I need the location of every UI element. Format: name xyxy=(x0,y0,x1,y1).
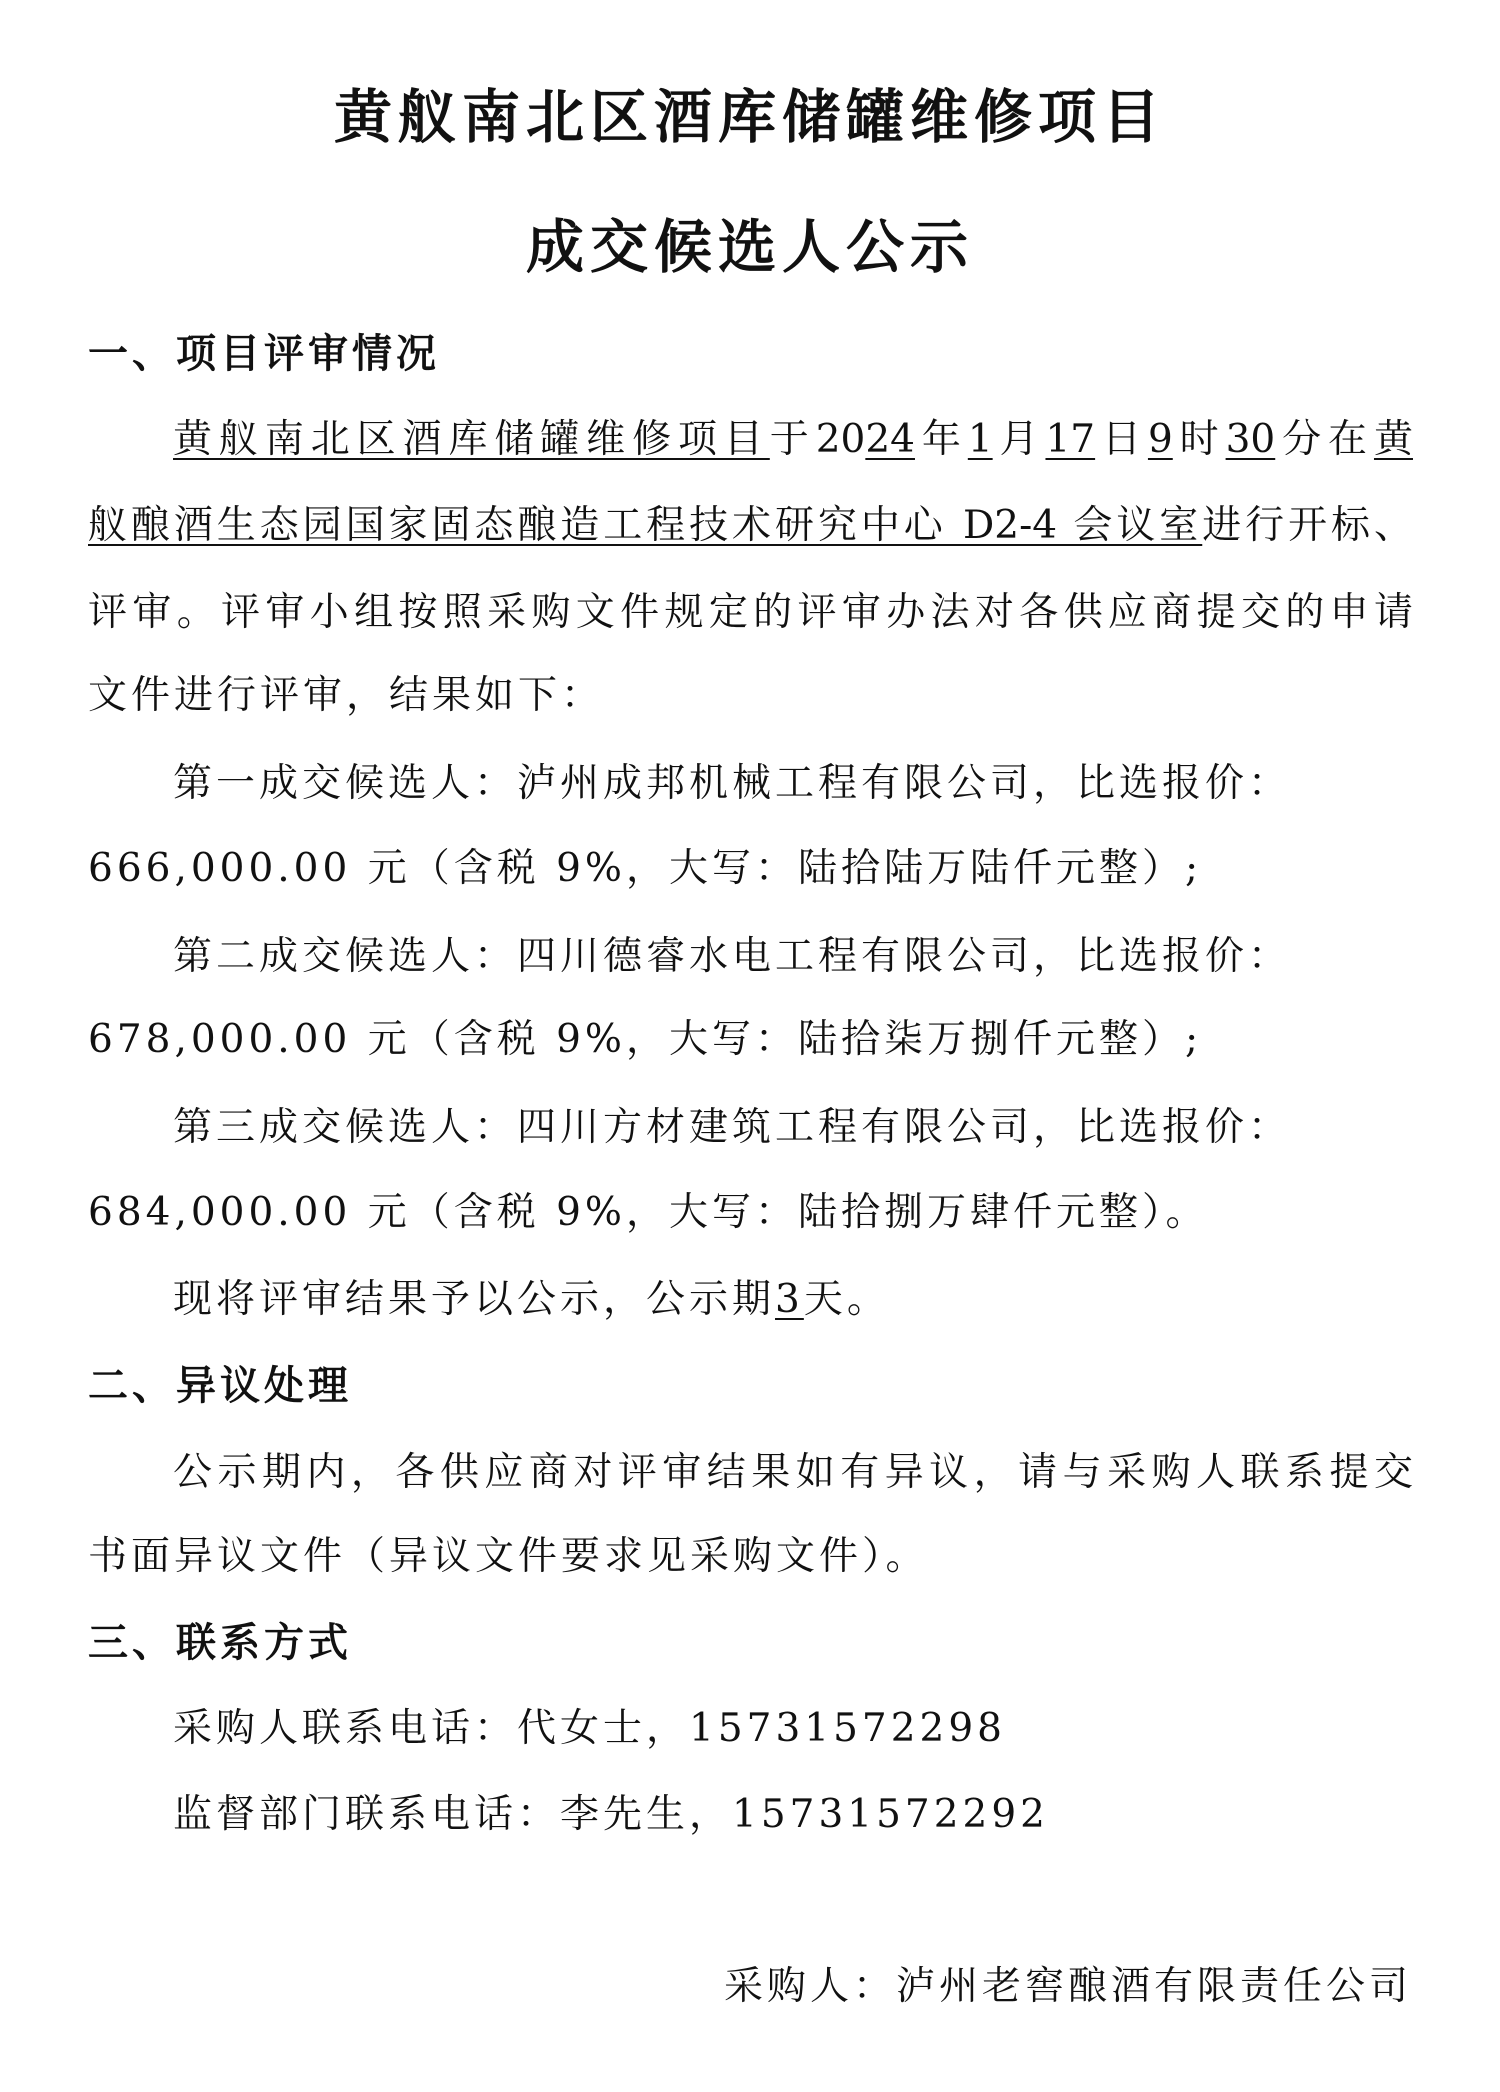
text: 日 xyxy=(1095,417,1148,462)
paragraph-line xyxy=(88,498,1413,554)
text: 于20 xyxy=(769,417,866,462)
paragraph-line: 公示期内，各供应商对评审结果如有异议，请与采购人联系提交 xyxy=(173,1450,1413,1495)
location-fill: 舣酿酒生态园国家固态酿造工程技术研究中心 D2-4 会议室 xyxy=(88,503,1203,548)
section2-heading: 二、异议处理 xyxy=(88,1363,352,1409)
purchaser-contact: 采购人联系电话：代女士，15731572298 xyxy=(173,1706,1006,1751)
paragraph-line: 文件进行评审，结果如下： xyxy=(88,673,605,718)
minute-fill: 30 xyxy=(1225,417,1276,462)
text: 时 xyxy=(1172,417,1226,462)
signature: 采购人：泸州老窖酿酒有限责任公司 xyxy=(723,1964,1412,2009)
text: 天。 xyxy=(803,1277,890,1322)
text: 现将评审结果予以公示，公示期 xyxy=(173,1277,776,1322)
candidate-2: 第二成交候选人：四川德睿水电工程有限公司，比选报价： xyxy=(173,934,1292,979)
hour-fill: 9 xyxy=(1147,417,1173,462)
document-title-line2: 成交候选人公示 xyxy=(525,213,974,281)
month-fill: 1 xyxy=(967,417,993,462)
notice-period xyxy=(173,1272,890,1328)
days-fill: 3 xyxy=(775,1277,804,1322)
paragraph-line xyxy=(173,412,1413,468)
candidate-2-price: 678,000.00 元（含税 9%，大写：陆拾柒万捌仟元整）; xyxy=(88,1017,1203,1062)
text: 年 xyxy=(914,417,968,462)
paragraph-line: 评审。评审小组按照采购文件规定的评审办法对各供应商提交的申请 xyxy=(88,590,1413,635)
text: 进行开标、 xyxy=(1202,503,1413,548)
section1-heading: 一、项目评审情况 xyxy=(88,331,440,377)
supervisor-contact: 监督部门联系电话：李先生，15731572292 xyxy=(173,1792,1049,1837)
text: 分在 xyxy=(1275,417,1374,462)
day-fill: 17 xyxy=(1045,417,1096,462)
document-title-line1: 黄舣南北区酒库储罐维修项目 xyxy=(333,83,1166,151)
year-fill: 24 xyxy=(865,417,915,462)
paragraph-line: 书面异议文件（异议文件要求见采购文件）。 xyxy=(88,1534,929,1579)
section3-heading: 三、联系方式 xyxy=(88,1620,352,1666)
candidate-3-price: 684,000.00 元（含税 9%，大写：陆拾捌万肆仟元整）。 xyxy=(88,1190,1209,1235)
location-fill: 黄 xyxy=(1373,417,1413,462)
text: 月 xyxy=(992,417,1046,462)
candidate-1-price: 666,000.00 元（含税 9%，大写：陆拾陆万陆仟元整）; xyxy=(88,846,1203,891)
project-name: 黄舣南北区酒库储罐维修项目 xyxy=(173,417,770,462)
candidate-3: 第三成交候选人：四川方材建筑工程有限公司，比选报价： xyxy=(173,1105,1292,1150)
candidate-1: 第一成交候选人：泸州成邦机械工程有限公司，比选报价： xyxy=(173,761,1292,806)
